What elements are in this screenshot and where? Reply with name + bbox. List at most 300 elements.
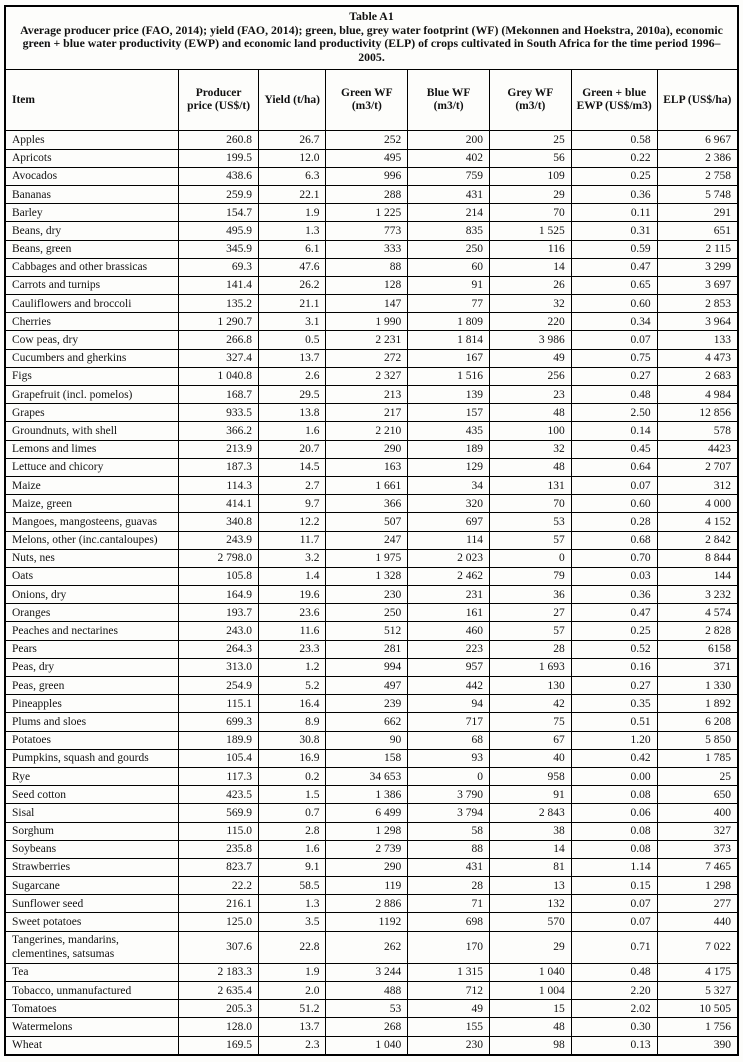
value-cell: 4 574 [657, 604, 738, 622]
table-row [5, 822, 738, 840]
value-cell: 699.3 [179, 713, 259, 731]
value-cell: 2 386 [657, 149, 738, 167]
value-cell: 1.9 [258, 204, 325, 222]
value-cell: 243.0 [179, 622, 259, 640]
item-cell: Pears [5, 640, 179, 658]
value-cell: 1 004 [489, 982, 571, 1000]
item-cell: Peas, dry [5, 658, 179, 676]
value-cell: 213 [326, 386, 408, 404]
column-header-green-wf-m3-t: Green WF (m3/t) [326, 70, 408, 131]
value-cell: 345.9 [179, 240, 259, 258]
item-cell: Lettuce and chicory [5, 458, 179, 476]
value-cell: 1 330 [657, 677, 738, 695]
value-cell: 10 505 [657, 1000, 738, 1018]
value-cell: 38 [489, 822, 571, 840]
value-cell: 958 [489, 767, 571, 785]
value-cell: 2.20 [571, 982, 657, 1000]
value-cell: 1 975 [326, 549, 408, 567]
value-cell: 11.7 [258, 531, 325, 549]
table-row [5, 749, 738, 767]
value-cell: 307.6 [179, 931, 259, 963]
value-cell: 2.8 [258, 822, 325, 840]
value-cell: 130 [489, 677, 571, 695]
table-row [5, 767, 738, 785]
value-cell: 1 040 [326, 1036, 408, 1055]
value-cell: 4 984 [657, 386, 738, 404]
value-cell: 47.6 [258, 258, 325, 276]
value-cell: 3.5 [258, 913, 325, 931]
value-cell: 0.35 [571, 695, 657, 713]
value-cell: 9.1 [258, 858, 325, 876]
value-cell: 0.07 [571, 913, 657, 931]
value-cell: 67 [489, 731, 571, 749]
value-cell: 252 [326, 131, 408, 149]
value-cell: 1 661 [326, 476, 408, 494]
value-cell: 0.60 [571, 295, 657, 313]
value-cell: 698 [408, 913, 490, 931]
value-cell: 168.7 [179, 386, 259, 404]
value-cell: 169.5 [179, 1036, 259, 1055]
value-cell: 1 040 [489, 963, 571, 981]
table-row [5, 367, 738, 385]
value-cell: 235.8 [179, 840, 259, 858]
value-cell: 68 [408, 731, 490, 749]
value-cell: 773 [326, 222, 408, 240]
value-cell: 442 [408, 677, 490, 695]
item-cell: Oats [5, 567, 179, 585]
table-row [5, 240, 738, 258]
table-row [5, 604, 738, 622]
value-cell: 79 [489, 567, 571, 585]
value-cell: 994 [326, 658, 408, 676]
value-cell: 402 [408, 149, 490, 167]
value-cell: 281 [326, 640, 408, 658]
value-cell: 488 [326, 982, 408, 1000]
value-cell: 69.3 [179, 258, 259, 276]
item-cell: Avocados [5, 167, 179, 185]
value-cell: 8.9 [258, 713, 325, 731]
value-cell: 25 [657, 767, 738, 785]
value-cell: 26 [489, 276, 571, 294]
value-cell: 48 [489, 458, 571, 476]
value-cell: 5 327 [657, 982, 738, 1000]
value-cell: 3 964 [657, 313, 738, 331]
value-cell: 223 [408, 640, 490, 658]
value-cell: 131 [489, 476, 571, 494]
value-cell: 2 183.3 [179, 963, 259, 981]
value-cell: 0.27 [571, 677, 657, 695]
value-cell: 128.0 [179, 1018, 259, 1036]
item-cell: Figs [5, 367, 179, 385]
table-row [5, 476, 738, 494]
value-cell: 231 [408, 586, 490, 604]
value-cell: 114.3 [179, 476, 259, 494]
value-cell: 42 [489, 695, 571, 713]
value-cell: 3.2 [258, 549, 325, 567]
table-row [5, 531, 738, 549]
value-cell: 30.8 [258, 731, 325, 749]
value-cell: 366 [326, 495, 408, 513]
value-cell: 1.6 [258, 840, 325, 858]
value-cell: 205.3 [179, 1000, 259, 1018]
item-cell: Grapefruit (incl. pomelos) [5, 386, 179, 404]
item-cell: Bananas [5, 185, 179, 203]
value-cell: 6.3 [258, 167, 325, 185]
value-cell: 100 [489, 422, 571, 440]
value-cell: 0.70 [571, 549, 657, 567]
value-cell: 290 [326, 858, 408, 876]
value-cell: 36 [489, 586, 571, 604]
value-cell: 1.3 [258, 895, 325, 913]
value-cell: 0.07 [571, 331, 657, 349]
value-cell: 32 [489, 295, 571, 313]
value-cell: 0.11 [571, 204, 657, 222]
item-cell: Cow peas, dry [5, 331, 179, 349]
value-cell: 288 [326, 185, 408, 203]
item-cell: Maize [5, 476, 179, 494]
value-cell: 4 000 [657, 495, 738, 513]
table-row [5, 1036, 738, 1055]
table-row [5, 167, 738, 185]
value-cell: 2 843 [489, 804, 571, 822]
value-cell: 7 022 [657, 931, 738, 963]
value-cell: 423.5 [179, 786, 259, 804]
value-cell: 0.34 [571, 313, 657, 331]
value-cell: 0.14 [571, 422, 657, 440]
value-cell: 187.3 [179, 458, 259, 476]
table-row [5, 295, 738, 313]
item-cell: Potatoes [5, 731, 179, 749]
value-cell: 16.4 [258, 695, 325, 713]
value-cell: 154.7 [179, 204, 259, 222]
value-cell: 1 298 [326, 822, 408, 840]
value-cell: 0.06 [571, 804, 657, 822]
value-cell: 27 [489, 604, 571, 622]
value-cell: 2.7 [258, 476, 325, 494]
value-cell: 6 499 [326, 804, 408, 822]
table-row [5, 549, 738, 567]
value-cell: 23.3 [258, 640, 325, 658]
value-cell: 0.47 [571, 604, 657, 622]
value-cell: 835 [408, 222, 490, 240]
value-cell: 114 [408, 531, 490, 549]
table-row [5, 131, 738, 149]
value-cell: 3 790 [408, 786, 490, 804]
value-cell: 115.0 [179, 822, 259, 840]
table-row [5, 982, 738, 1000]
value-cell: 139 [408, 386, 490, 404]
value-cell: 57 [489, 531, 571, 549]
value-cell: 957 [408, 658, 490, 676]
value-cell: 1 040.8 [179, 367, 259, 385]
item-cell: Peas, green [5, 677, 179, 695]
value-cell: 116 [489, 240, 571, 258]
value-cell: 2 683 [657, 367, 738, 385]
value-cell: 128 [326, 276, 408, 294]
table-row [5, 258, 738, 276]
value-cell: 0.08 [571, 786, 657, 804]
table-row [5, 858, 738, 876]
table-header-row [5, 70, 738, 131]
value-cell: 3 986 [489, 331, 571, 349]
value-cell: 0.42 [571, 749, 657, 767]
value-cell: 1 290.7 [179, 313, 259, 331]
value-cell: 22.1 [258, 185, 325, 203]
value-cell: 13.7 [258, 349, 325, 367]
value-cell: 90 [326, 731, 408, 749]
value-cell: 25 [489, 131, 571, 149]
value-cell: 217 [326, 404, 408, 422]
value-cell: 2.02 [571, 1000, 657, 1018]
item-cell: Beans, dry [5, 222, 179, 240]
value-cell: 48 [489, 404, 571, 422]
value-cell: 264.3 [179, 640, 259, 658]
table-caption [5, 6, 738, 70]
item-cell: Plums and sloes [5, 713, 179, 731]
value-cell: 158 [326, 749, 408, 767]
value-cell: 1 756 [657, 1018, 738, 1036]
value-cell: 170 [408, 931, 490, 963]
value-cell: 0.08 [571, 822, 657, 840]
item-cell: Pumpkins, squash and gourds [5, 749, 179, 767]
item-cell: Watermelons [5, 1018, 179, 1036]
column-header-elp-us-ha: ELP (US$/ha) [657, 70, 738, 131]
value-cell: 22.2 [179, 877, 259, 895]
value-cell: 0.36 [571, 185, 657, 203]
value-cell: 29 [489, 931, 571, 963]
value-cell: 1 386 [326, 786, 408, 804]
value-cell: 291 [657, 204, 738, 222]
value-cell: 12.0 [258, 149, 325, 167]
value-cell: 5 850 [657, 731, 738, 749]
item-cell: Strawberries [5, 858, 179, 876]
value-cell: 0.52 [571, 640, 657, 658]
value-cell: 712 [408, 982, 490, 1000]
value-cell: 2 798.0 [179, 549, 259, 567]
value-cell: 0.13 [571, 1036, 657, 1055]
value-cell: 11.6 [258, 622, 325, 640]
item-cell: Melons, other (inc.cantaloupes) [5, 531, 179, 549]
value-cell: 1.5 [258, 786, 325, 804]
value-cell: 2 023 [408, 549, 490, 567]
value-cell: 19.6 [258, 586, 325, 604]
value-cell: 0.65 [571, 276, 657, 294]
value-cell: 13 [489, 877, 571, 895]
value-cell: 0.08 [571, 840, 657, 858]
value-cell: 259.9 [179, 185, 259, 203]
item-cell: Pineapples [5, 695, 179, 713]
value-cell: 2 828 [657, 622, 738, 640]
item-cell: Sugarcane [5, 877, 179, 895]
table-row [5, 931, 738, 963]
value-cell: 0.75 [571, 349, 657, 367]
value-cell: 2 115 [657, 240, 738, 258]
value-cell: 88 [408, 840, 490, 858]
table-body [5, 131, 738, 1055]
value-cell: 20.7 [258, 440, 325, 458]
value-cell: 1 298 [657, 877, 738, 895]
value-cell: 239 [326, 695, 408, 713]
value-cell: 56 [489, 149, 571, 167]
value-cell: 1.3 [258, 222, 325, 240]
value-cell: 94 [408, 695, 490, 713]
value-cell: 390 [657, 1036, 738, 1055]
value-cell: 13.8 [258, 404, 325, 422]
value-cell: 2 886 [326, 895, 408, 913]
table-caption-text: Average producer price (FAO, 2014); yield (FAO, 2014); green, blue, grey water footprint (WF) (Mekonnen and Hoekstra, 2010a), economic green + blue water productivity (EWP) and economic land productivity (ELP) of crops cultivated in South Africa for the time period 1996–2005. [20, 22, 723, 64]
value-cell: 717 [408, 713, 490, 731]
value-cell: 40 [489, 749, 571, 767]
table-row [5, 349, 738, 367]
table-row [5, 204, 738, 222]
value-cell: 0.28 [571, 513, 657, 531]
value-cell: 440 [657, 913, 738, 931]
value-cell: 53 [326, 1000, 408, 1018]
value-cell: 0.64 [571, 458, 657, 476]
value-cell: 651 [657, 222, 738, 240]
value-cell: 0.59 [571, 240, 657, 258]
value-cell: 98 [489, 1036, 571, 1055]
value-cell: 1.14 [571, 858, 657, 876]
table-row [5, 840, 738, 858]
value-cell: 189 [408, 440, 490, 458]
table-row [5, 513, 738, 531]
value-cell: 71 [408, 895, 490, 913]
value-cell: 29 [489, 185, 571, 203]
table-row [5, 804, 738, 822]
value-cell: 578 [657, 422, 738, 440]
value-cell: 216.1 [179, 895, 259, 913]
value-cell: 1.20 [571, 731, 657, 749]
value-cell: 117.3 [179, 767, 259, 785]
value-cell: 570 [489, 913, 571, 931]
value-cell: 57 [489, 622, 571, 640]
value-cell: 1.4 [258, 567, 325, 585]
item-cell: Tangerines, mandarins, clementines, satsumas [5, 931, 179, 963]
value-cell: 0.48 [571, 963, 657, 981]
value-cell: 163 [326, 458, 408, 476]
value-cell: 759 [408, 167, 490, 185]
value-cell: 0.00 [571, 767, 657, 785]
value-cell: 431 [408, 185, 490, 203]
value-cell: 164.9 [179, 586, 259, 604]
value-cell: 312 [657, 476, 738, 494]
column-header-yield-t-ha: Yield (t/ha) [258, 70, 325, 131]
item-cell: Lemons and limes [5, 440, 179, 458]
value-cell: 2 739 [326, 840, 408, 858]
value-cell: 277 [657, 895, 738, 913]
value-cell: 12.2 [258, 513, 325, 531]
value-cell: 105.4 [179, 749, 259, 767]
value-cell: 250 [326, 604, 408, 622]
value-cell: 320 [408, 495, 490, 513]
value-cell: 569.9 [179, 804, 259, 822]
value-cell: 0.5 [258, 331, 325, 349]
item-cell: Sisal [5, 804, 179, 822]
value-cell: 4423 [657, 440, 738, 458]
value-cell: 438.6 [179, 167, 259, 185]
value-cell: 189.9 [179, 731, 259, 749]
value-cell: 266.8 [179, 331, 259, 349]
value-cell: 431 [408, 858, 490, 876]
value-cell: 13.7 [258, 1018, 325, 1036]
value-cell: 81 [489, 858, 571, 876]
value-cell: 34 653 [326, 767, 408, 785]
value-cell: 247 [326, 531, 408, 549]
table-row [5, 622, 738, 640]
table-row [5, 185, 738, 203]
value-cell: 1 315 [408, 963, 490, 981]
value-cell: 0.27 [571, 367, 657, 385]
table-row [5, 149, 738, 167]
value-cell: 435 [408, 422, 490, 440]
value-cell: 29.5 [258, 386, 325, 404]
value-cell: 2 210 [326, 422, 408, 440]
value-cell: 119 [326, 877, 408, 895]
value-cell: 2 842 [657, 531, 738, 549]
item-cell: Onions, dry [5, 586, 179, 604]
value-cell: 2.3 [258, 1036, 325, 1055]
value-cell: 6158 [657, 640, 738, 658]
value-cell: 1 328 [326, 567, 408, 585]
value-cell: 22.8 [258, 931, 325, 963]
value-cell: 115.1 [179, 695, 259, 713]
table-row [5, 495, 738, 513]
value-cell: 14 [489, 840, 571, 858]
column-header-green-blue-ewp-us-m3: Green + blue EWP (US$/m3) [571, 70, 657, 131]
value-cell: 157 [408, 404, 490, 422]
table-row [5, 440, 738, 458]
value-cell: 193.7 [179, 604, 259, 622]
value-cell: 1 693 [489, 658, 571, 676]
value-cell: 77 [408, 295, 490, 313]
value-cell: 0.15 [571, 877, 657, 895]
value-cell: 48 [489, 1018, 571, 1036]
value-cell: 512 [326, 622, 408, 640]
item-cell: Rye [5, 767, 179, 785]
value-cell: 1 225 [326, 204, 408, 222]
value-cell: 133 [657, 331, 738, 349]
value-cell: 4 175 [657, 963, 738, 981]
item-cell: Grapes [5, 404, 179, 422]
value-cell: 495 [326, 149, 408, 167]
value-cell: 2 758 [657, 167, 738, 185]
item-cell: Nuts, nes [5, 549, 179, 567]
item-cell: Peaches and nectarines [5, 622, 179, 640]
value-cell: 0.71 [571, 931, 657, 963]
value-cell: 0.31 [571, 222, 657, 240]
value-cell: 21.1 [258, 295, 325, 313]
value-cell: 254.9 [179, 677, 259, 695]
column-header-grey-wf-m3-t: Grey WF (m3/t) [489, 70, 571, 131]
value-cell: 371 [657, 658, 738, 676]
value-cell: 4 152 [657, 513, 738, 531]
value-cell: 14.5 [258, 458, 325, 476]
value-cell: 6.1 [258, 240, 325, 258]
value-cell: 0.68 [571, 531, 657, 549]
value-cell: 2.6 [258, 367, 325, 385]
value-cell: 16.9 [258, 749, 325, 767]
table-row [5, 331, 738, 349]
value-cell: 200 [408, 131, 490, 149]
table-row [5, 963, 738, 981]
value-cell: 88 [326, 258, 408, 276]
value-cell: 51.2 [258, 1000, 325, 1018]
item-cell: Soybeans [5, 840, 179, 858]
item-cell: Apples [5, 131, 179, 149]
value-cell: 1.2 [258, 658, 325, 676]
item-cell: Tea [5, 963, 179, 981]
